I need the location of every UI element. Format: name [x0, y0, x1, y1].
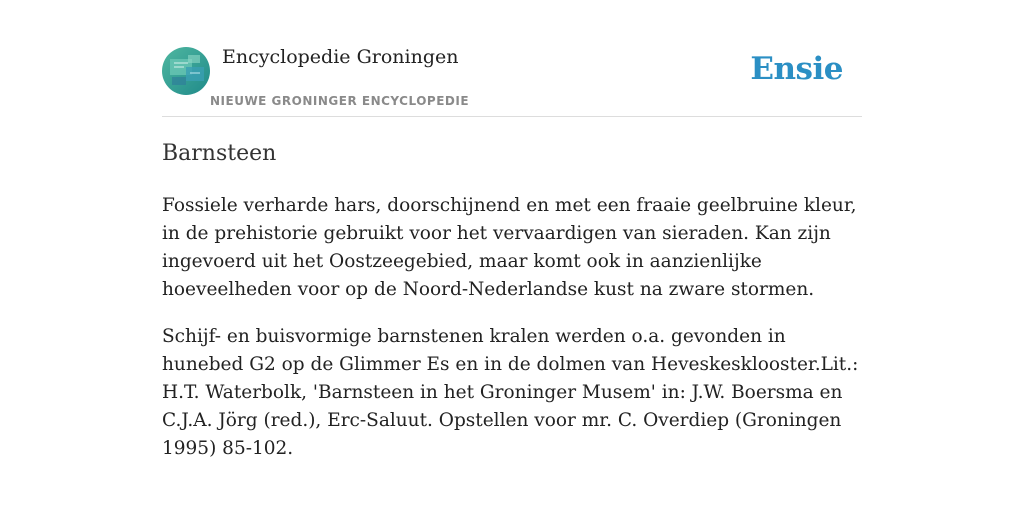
encyclopedia-logo-icon[interactable] [162, 47, 210, 95]
entry-title: Barnsteen [162, 141, 277, 166]
logo-graphic [162, 47, 210, 95]
source-subtitle: NIEUWE GRONINGER ENCYCLOPEDIE [210, 94, 470, 108]
entry-paragraph: Schijf- en buisvormige barnstenen kralen werden o.a. gevonden in hunebed G2 op de Glimmer Es en in de dolmen van Heveskesklooster.Lit.: H.T. Waterbolk, 'Barnsteen in het Groninger Musem' in: J.W. Boersma en C.J.A. Jörg (red.), Erc-Saluut. Opstellen voor mr. C. Overdiep (Groningen 1995) 85-102. [162, 326, 859, 459]
source-header [162, 0, 862, 117]
page-container [162, 0, 862, 459]
brand-logo[interactable]: Ensie [750, 51, 843, 87]
entry-paragraph: Fossiele verharde hars, doorschijnend en met een fraaie geelbruine kleur, in de prehistorie gebruikt voor het vervaardigen van sieraden. Kan zijn ingevoerd uit het Oostzeegebied, maar komt ook in aanzienlijke hoeveelheden voor op de Noord-Nederlandse kust na zware stormen. [162, 195, 857, 300]
source-title[interactable]: Encyclopedie Groningen [222, 46, 459, 68]
